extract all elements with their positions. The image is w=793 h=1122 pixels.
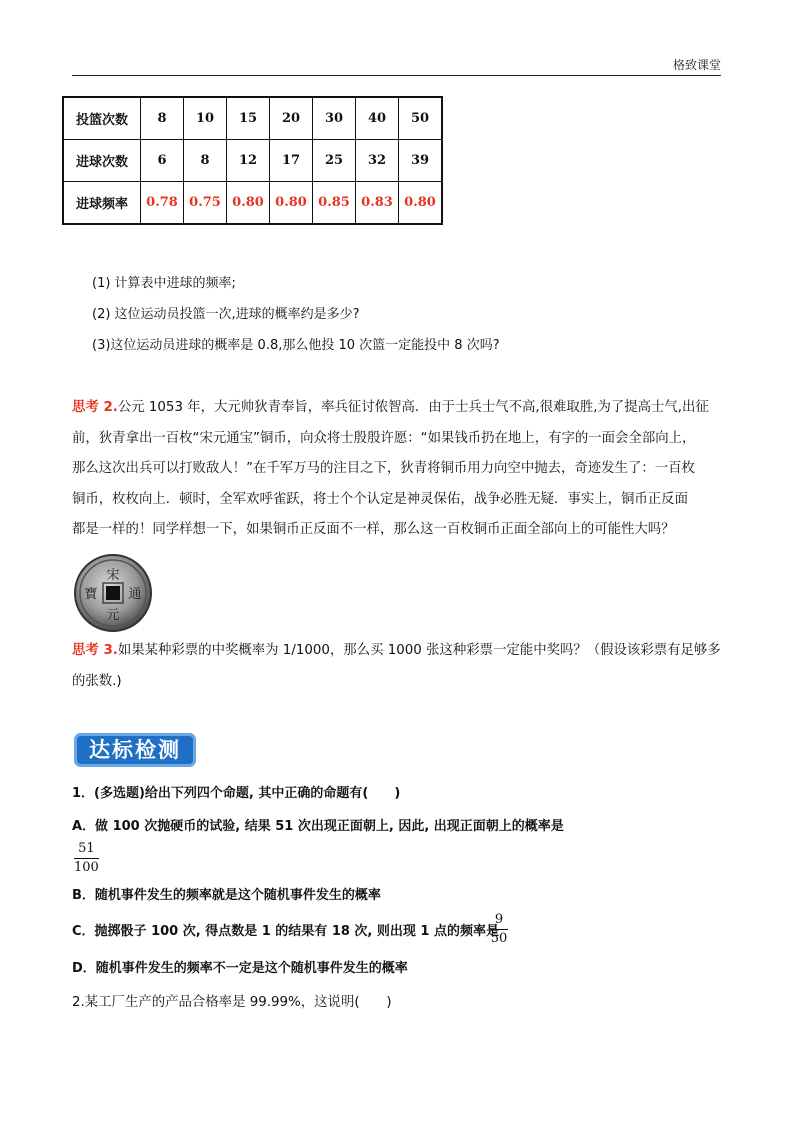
table-cell: 0.78 [141, 182, 184, 225]
table-row [63, 140, 442, 182]
coin-image [72, 553, 154, 633]
problem1-option-b: B．随机事件发生的频率就是这个随机事件发生的概率 [72, 888, 381, 903]
question-2: (2) 这位运动员投篮一次,进球的概率约是多少? [92, 307, 360, 322]
coin-char-top: 宋 [106, 568, 120, 583]
problem1-option-c: C．抛掷骰子 100 次, 得点数是 1 的结果有 18 次, 则出现 1 点的频率是 [72, 924, 499, 939]
table-cell: 0.85 [313, 182, 356, 225]
header-title: 格致课堂 [672, 58, 721, 72]
coin-char-bottom: 元 [106, 608, 120, 623]
table-cell: 0.80 [399, 182, 443, 225]
table-cell: 20 [270, 97, 313, 140]
table-row-label: 投篮次数 [63, 97, 141, 140]
problem2-stem: 2.某工厂生产的产品合格率是 99.99%，这说明( ) [72, 995, 392, 1010]
table-cell: 8 [141, 97, 184, 140]
coin-char-right: 通 [128, 587, 142, 602]
table-cell: 50 [399, 97, 443, 140]
section-title-badge: 达标检测 [74, 733, 196, 767]
think3-line-2: 的张数.) [72, 673, 122, 689]
coin-char-left: 寶 [84, 587, 98, 602]
problem1-option-d: D．随机事件发生的频率不一定是这个随机事件发生的概率 [72, 961, 408, 976]
think2-line-2: 前，狄青拿出一百枚“宋元通宝”铜币，向众将士殷殷许愿：“如果钱币扔在地上，有字的一面会全部向上， [72, 430, 696, 446]
table-cell: 40 [356, 97, 399, 140]
think2-line-1: 公元 1053 年，大元帅狄青奉旨，率兵征讨侬智高．由于士兵士气不高,很难取胜,为了提高士气,出征 [117, 400, 709, 415]
shooting-table [62, 96, 443, 225]
table-cell: 39 [399, 140, 443, 182]
table-cell: 25 [313, 140, 356, 182]
think3-line-1: 如果某种彩票的中奖概率为 1/1000，那么买 1000 张这种彩票一定能中奖吗？（假设该彩票有足够多 [117, 643, 721, 658]
table-row [63, 97, 442, 140]
table-row-label: 进球频率 [63, 182, 141, 225]
fraction-c [490, 911, 508, 948]
fraction-c-denominator: 50 [490, 931, 508, 946]
table-row-label: 进球次数 [63, 140, 141, 182]
problem1-stem: 1．(多选题)给出下列四个命题, 其中正确的命题有( ) [72, 786, 401, 801]
think3-paragraph [72, 636, 724, 697]
think2-paragraph [72, 393, 724, 546]
think2-line-3: 那么这次出兵可以打败敌人！”在千军万马的注目之下，狄青将铜币用力向空中抛去，奇迹发生了：一百枚 [72, 461, 695, 476]
table-cell: 0.75 [184, 182, 227, 225]
think2-label: 思考 2. [72, 400, 118, 415]
table-cell: 17 [270, 140, 313, 182]
think2-line-4: 铜币，枚枚向上．顿时，全军欢呼雀跃，将士个个认定是神灵保佑，战争必胜无疑．事实上，铜币正反面 [72, 491, 688, 507]
table-cell: 15 [227, 97, 270, 140]
table-cell: 6 [141, 140, 184, 182]
problem1-option-a: A．做 100 次抛硬币的试验, 结果 51 次出现正面朝上, 因此, 出现正面朝上的概率是 [72, 819, 564, 834]
table-cell: 32 [356, 140, 399, 182]
header-divider [72, 75, 721, 76]
question-1: (1) 计算表中进球的频率; [92, 276, 236, 291]
question-3: (3)这位运动员进球的概率是 0.8,那么他投 10 次篮一定能投中 8 次吗? [92, 338, 500, 353]
table-cell: 0.80 [227, 182, 270, 225]
table-cell: 8 [184, 140, 227, 182]
think3-label: 思考 3. [72, 643, 118, 658]
table-cell: 30 [313, 97, 356, 140]
table-row [63, 182, 442, 225]
table-cell: 0.83 [356, 182, 399, 225]
fraction-c-numerator: 9 [490, 911, 508, 930]
table-cell: 10 [184, 97, 227, 140]
table-cell: 12 [227, 140, 270, 182]
think2-line-5: 都是一样的！同学样想一下，如果铜币正反面不一样，那么这一百枚铜币正面全部向上的可能性大吗？ [72, 522, 675, 537]
fraction-a [74, 840, 99, 877]
fraction-a-denominator: 100 [74, 860, 99, 875]
table-cell: 0.80 [270, 182, 313, 225]
fraction-a-numerator: 51 [74, 840, 99, 859]
